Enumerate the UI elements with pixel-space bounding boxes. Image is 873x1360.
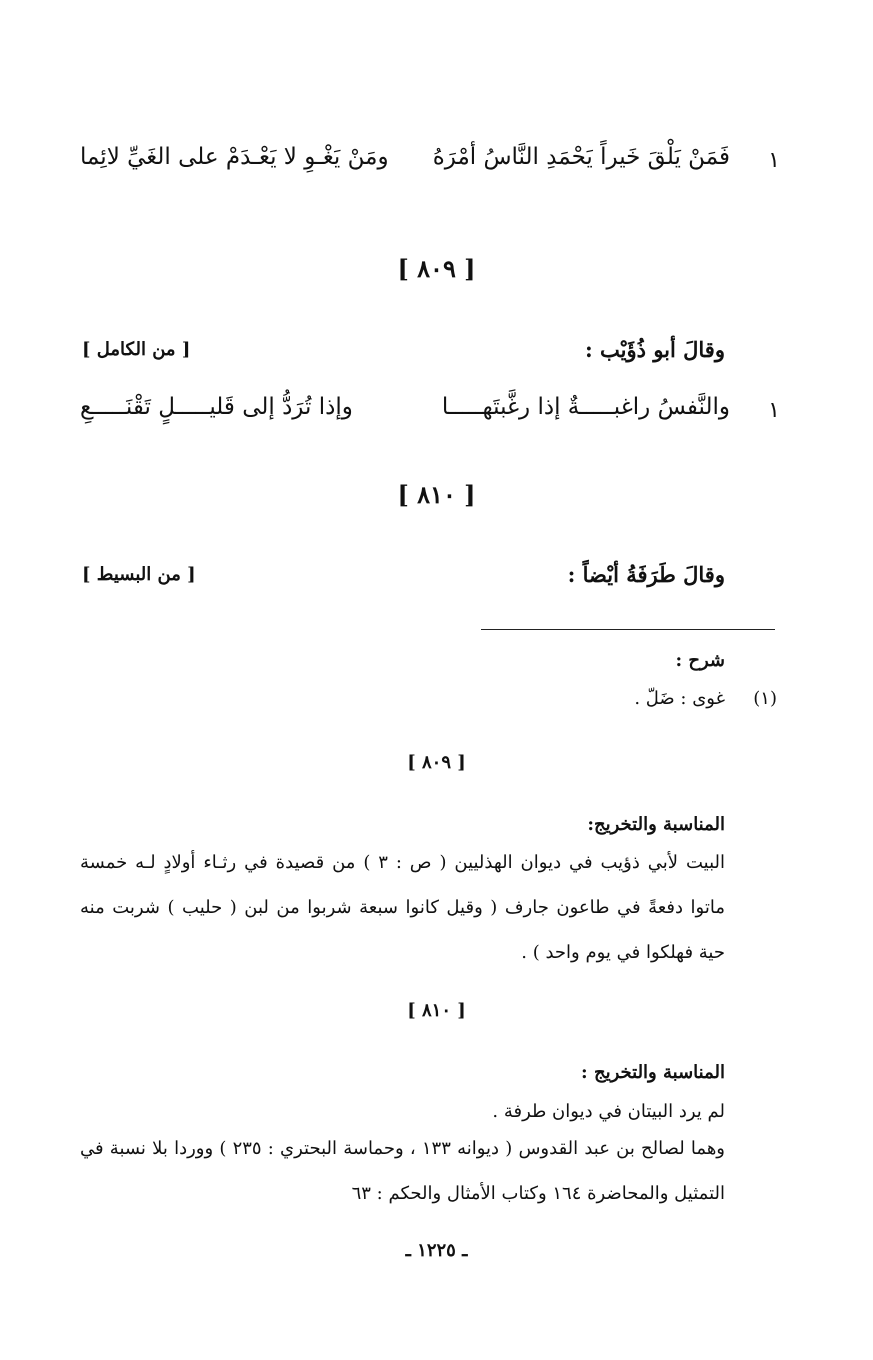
note-number: [ ٨١٠ ] bbox=[407, 1000, 466, 1021]
verse-second-hemistich: ومَنْ يَغْـوِ لا يَعْـدَمْ على الغَيِّ لائِما bbox=[80, 144, 389, 170]
note-heading: المناسبة والتخريج : bbox=[581, 1062, 725, 1083]
note-paragraph: وهما لصالح بن عبد القدوس ( ديوانه ١٣٣ ، وحماسة البحتري : ٢٣٥ ) ووردا بلا نسبة في التمثيل والمحاضرة ١٦٤ وكتاب الأمثال والحكم : ٦٣ bbox=[80, 1138, 726, 1204]
verse-number: ١ bbox=[768, 398, 780, 423]
verse-second-hemistich: وإذا تُرَدُّ إلى قَليـــــلٍ تَقْنَـــــعِ bbox=[80, 394, 353, 420]
verse-line-2 bbox=[80, 394, 780, 434]
poem-intro: وقالَ أبو ذُؤَيْب : bbox=[584, 337, 725, 362]
poem-number: [ ٨٠٩ ] bbox=[397, 254, 476, 283]
sharh-item-text: غوى : ضَلّ . bbox=[634, 688, 725, 709]
note-heading: المناسبة والتخريج: bbox=[587, 814, 725, 835]
page-number: ـ ١٢٢٥ ـ bbox=[405, 1240, 468, 1261]
poem-meter: [ من البسيط ] bbox=[82, 564, 196, 585]
verse-first-hemistich: والنَّفسُ راغبـــــةٌ إذا رغَّبتَهـــــا bbox=[441, 394, 730, 420]
sharh-item-number: (١) bbox=[753, 688, 777, 709]
note-line: لم يرد البيتان في ديوان طرفة . bbox=[492, 1101, 725, 1122]
sharh-label: شرح : bbox=[675, 650, 725, 671]
poem-meter: [ من الكامل ] bbox=[82, 339, 191, 360]
note-number: [ ٨٠٩ ] bbox=[407, 752, 466, 773]
verse-number: ١ bbox=[768, 148, 780, 173]
poem-number: [ ٨١٠ ] bbox=[397, 480, 476, 509]
note-paragraph: البيت لأبي ذؤيب في ديوان الهذليين ( ص : ٣ ) من قصيدة في رثـاء أولادٍ لـه خمسة ماتوا دفعةً في طاعون جارف ( وقيل كانوا سبعة شربوا من لبن ( حليب ) شربت منه حية فهلكوا في يوم واحد ) . bbox=[80, 852, 725, 963]
verse-first-hemistich: فَمَنْ يَلْقَ خَيراً يَحْمَدِ النَّاسُ أمْرَهُ bbox=[432, 144, 730, 170]
verse-line-1 bbox=[80, 144, 780, 184]
poem-intro: وقالَ طَرَفَةُ أيْضاً : bbox=[567, 562, 725, 587]
footnote-divider bbox=[481, 629, 775, 630]
